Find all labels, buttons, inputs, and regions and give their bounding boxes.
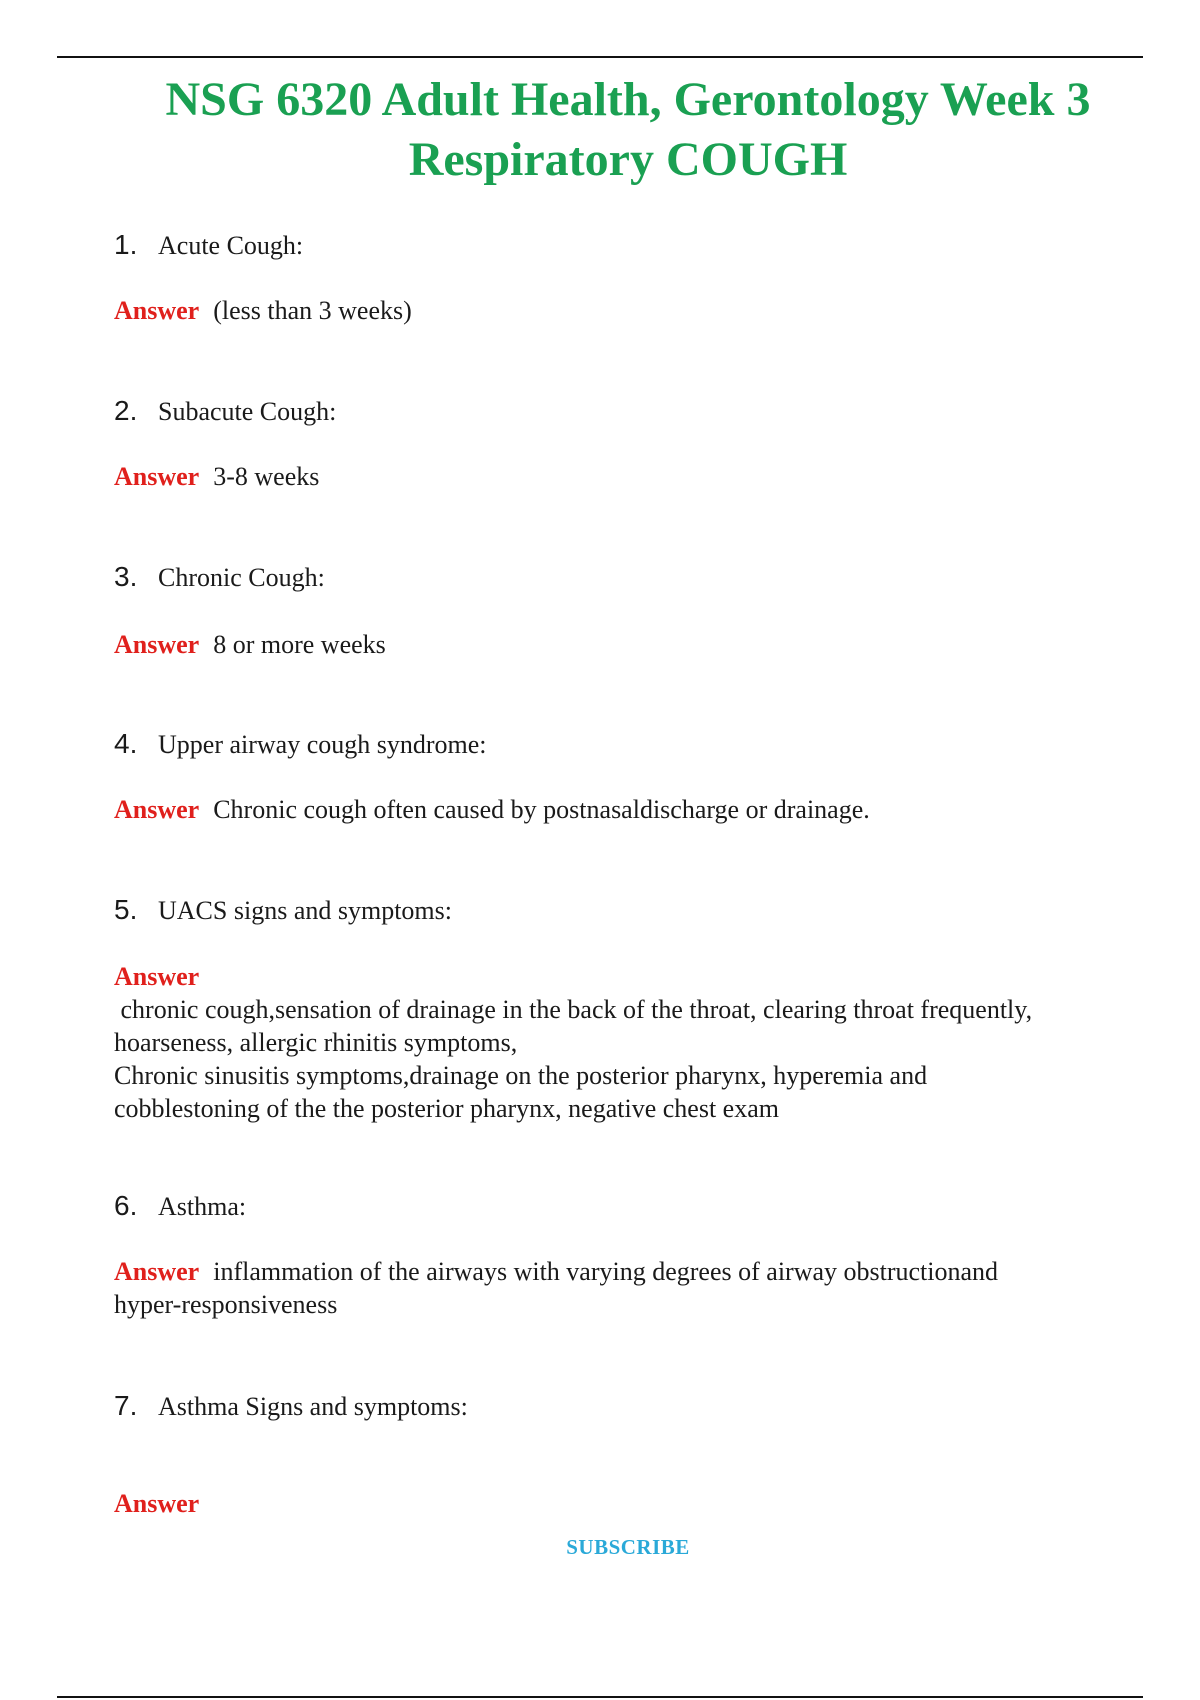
question-number: 7. <box>114 1390 138 1421</box>
answer-line: chronic cough,sensation of drainage in the back of the throat, clearing throat frequently, <box>114 995 1033 1024</box>
subscribe-link[interactable]: SUBSCRIBE <box>566 1535 690 1559</box>
question-6 <box>114 1190 246 1223</box>
answer-line: hoarseness, allergic rhinitis symptoms, <box>114 1028 518 1057</box>
answer-label: Answer <box>114 962 200 991</box>
question-number: 4. <box>114 728 138 759</box>
question-text: Asthma: <box>158 1192 247 1221</box>
question-number: 6. <box>114 1190 138 1221</box>
answer-4 <box>114 793 870 826</box>
title-line-1: NSG 6320 Adult Health, Gerontology Week 3 <box>165 73 1091 126</box>
question-7 <box>114 1390 468 1423</box>
answer-7 <box>114 1487 213 1520</box>
question-text: Asthma Signs and symptoms: <box>158 1392 468 1421</box>
question-text: UACS signs and symptoms: <box>158 896 452 925</box>
title-line-2: Respiratory COUGH <box>408 133 848 186</box>
answer-text: 8 or more weeks <box>213 630 386 659</box>
question-text: Subacute Cough: <box>158 397 337 426</box>
answer-6 <box>114 1255 998 1321</box>
question-5 <box>114 894 452 927</box>
answer-5 <box>114 960 1032 1125</box>
answer-line: cobblestoning of the the posterior pharynx, negative chest exam <box>114 1094 779 1123</box>
answer-label: Answer <box>114 462 200 491</box>
answer-text: (less than 3 weeks) <box>213 296 412 325</box>
question-text: Acute Cough: <box>158 231 304 260</box>
bottom-rule <box>57 1696 1143 1698</box>
answer-text: 3-8 weeks <box>213 462 320 491</box>
answer-text-continued: hyper-responsiveness <box>114 1290 338 1319</box>
question-4 <box>114 728 487 761</box>
answer-label: Answer <box>114 1257 200 1286</box>
question-1 <box>114 229 303 262</box>
answer-2 <box>114 460 319 493</box>
answer-3 <box>114 628 386 661</box>
question-text: Upper airway cough syndrome: <box>158 730 487 759</box>
question-number: 5. <box>114 894 138 925</box>
top-rule <box>57 56 1143 58</box>
question-number: 1. <box>114 229 138 260</box>
answer-1 <box>114 294 412 327</box>
answer-label: Answer <box>114 630 200 659</box>
answer-label: Answer <box>114 1489 200 1518</box>
question-number: 3. <box>114 561 138 592</box>
answer-label: Answer <box>114 795 200 824</box>
question-number: 2. <box>114 395 138 426</box>
answer-text: Chronic cough often caused by postnasaldischarge or drainage. <box>213 795 870 824</box>
question-3 <box>114 561 325 594</box>
question-text: Chronic Cough: <box>158 563 325 592</box>
answer-label: Answer <box>114 296 200 325</box>
question-2 <box>114 395 336 428</box>
answer-line: Chronic sinusitis symptoms,drainage on the posterior pharynx, hyperemia and <box>114 1061 928 1090</box>
document-title <box>100 70 1156 190</box>
answer-text: inflammation of the airways with varying degrees of airway obstructionand <box>213 1257 999 1286</box>
